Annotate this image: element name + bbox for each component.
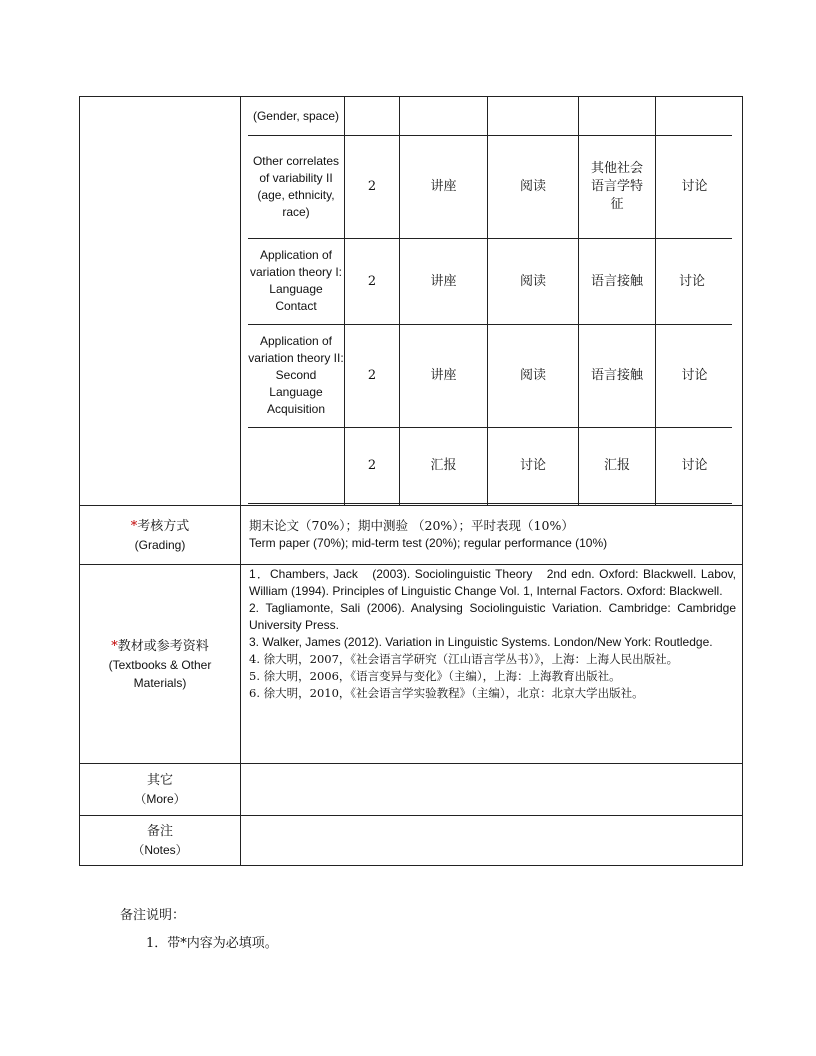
reference-item: 5. 徐大明，2006，《语言变异与变化》（主编），上海：上海教育出版社。 <box>249 669 621 683</box>
grading-content <box>249 517 736 552</box>
materials-label <box>80 565 240 763</box>
reference-item: 3. Walker, James (2012). Variation in Linguistic Systems. London/New York: Routledge. <box>249 635 713 649</box>
label-column-divider <box>240 97 241 865</box>
schedule-activity: 讨论 <box>681 179 708 194</box>
schedule-content: 其他社会语言学特征 <box>590 160 643 212</box>
schedule-assignment: 讨论 <box>519 457 546 473</box>
reference-item: 1．Chambers, Jack (2003). Sociolinguistic Theory 2nd edn. Oxford: Blackwell. Labov, William (1994). Principles of Linguistic Change Vol. 1, Internal Factors. Oxford: Blackwell. <box>249 567 736 598</box>
grading-text-zh: 期末论文（70%）；期中测验 （20%）；平时表现（10%） <box>249 518 574 533</box>
notes-label-zh: 备注 <box>146 823 173 839</box>
reference-item: 2. Tagliamonte, Sali (2006). Analysing Sociolinguistic Variation. Cambridge: Cambridge University Press. <box>249 601 736 632</box>
schedule-topic: Other correlates of variability II (age, ethnicity, race) <box>252 153 340 219</box>
grading-text-en: Term paper (70%); mid-term test (20%); regular performance (10%) <box>249 536 608 550</box>
materials-content <box>249 566 736 702</box>
schedule-activity: 讨论 <box>681 457 708 473</box>
schedule-hours: 2 <box>367 273 377 289</box>
schedule-method: 讲座 <box>430 368 457 383</box>
reference-item: 4. 徐大明，2007，《社会语言学研究（江山语言学丛书）》，上海：上海人民出版社。 <box>249 652 679 666</box>
materials-label-zh: 教材或参考资料 <box>117 638 209 654</box>
required-mark: * <box>130 518 138 534</box>
schedule-assignment: 阅读 <box>519 273 546 289</box>
schedule-activity: 讨论 <box>681 368 708 383</box>
more-label-zh: 其它 <box>146 772 173 788</box>
materials-label-en: (Textbooks & Other Materials) <box>108 657 212 690</box>
notes-label <box>80 816 240 865</box>
schedule-topic: Application of variation theory II: Second Language Acquisition <box>248 334 344 416</box>
schedule-topic: (Gender, space) <box>252 108 340 123</box>
schedule-assignment: 阅读 <box>519 368 546 383</box>
schedule-content: 语言接触 <box>590 273 643 289</box>
syllabus-table <box>79 96 743 866</box>
schedule-method: 汇报 <box>430 457 457 473</box>
grading-label <box>80 506 240 564</box>
schedule-method: 讲座 <box>430 273 457 289</box>
schedule-assignment: 阅读 <box>519 179 546 194</box>
grading-label-en: (Grading) <box>134 537 186 552</box>
more-label-en: （More） <box>134 791 186 806</box>
schedule-row-divider <box>248 503 732 504</box>
schedule-topic <box>248 427 344 503</box>
notes-label-en: （Notes） <box>132 842 188 857</box>
footnote-heading: 备注说明： <box>120 908 186 923</box>
schedule-hours: 2 <box>367 368 377 383</box>
schedule-content: 语言接触 <box>590 368 643 383</box>
schedule-hours: 2 <box>367 179 377 194</box>
reference-item: 6. 徐大明，2010，《社会语言学实验教程》（主编），北京：北京大学出版社。 <box>249 686 644 700</box>
schedule-topic: Application of variation theory I: Language Contact <box>249 248 343 313</box>
schedule-activity: 讨论 <box>678 273 705 289</box>
required-mark: * <box>111 638 118 654</box>
schedule-hours: 2 <box>367 457 377 473</box>
footnote-item: 1．带*内容为必填项。 <box>146 936 278 951</box>
more-label <box>80 764 240 815</box>
grading-label-zh: 考核方式 <box>137 518 190 534</box>
schedule-method: 讲座 <box>430 179 457 194</box>
schedule-content: 汇报 <box>603 457 630 473</box>
